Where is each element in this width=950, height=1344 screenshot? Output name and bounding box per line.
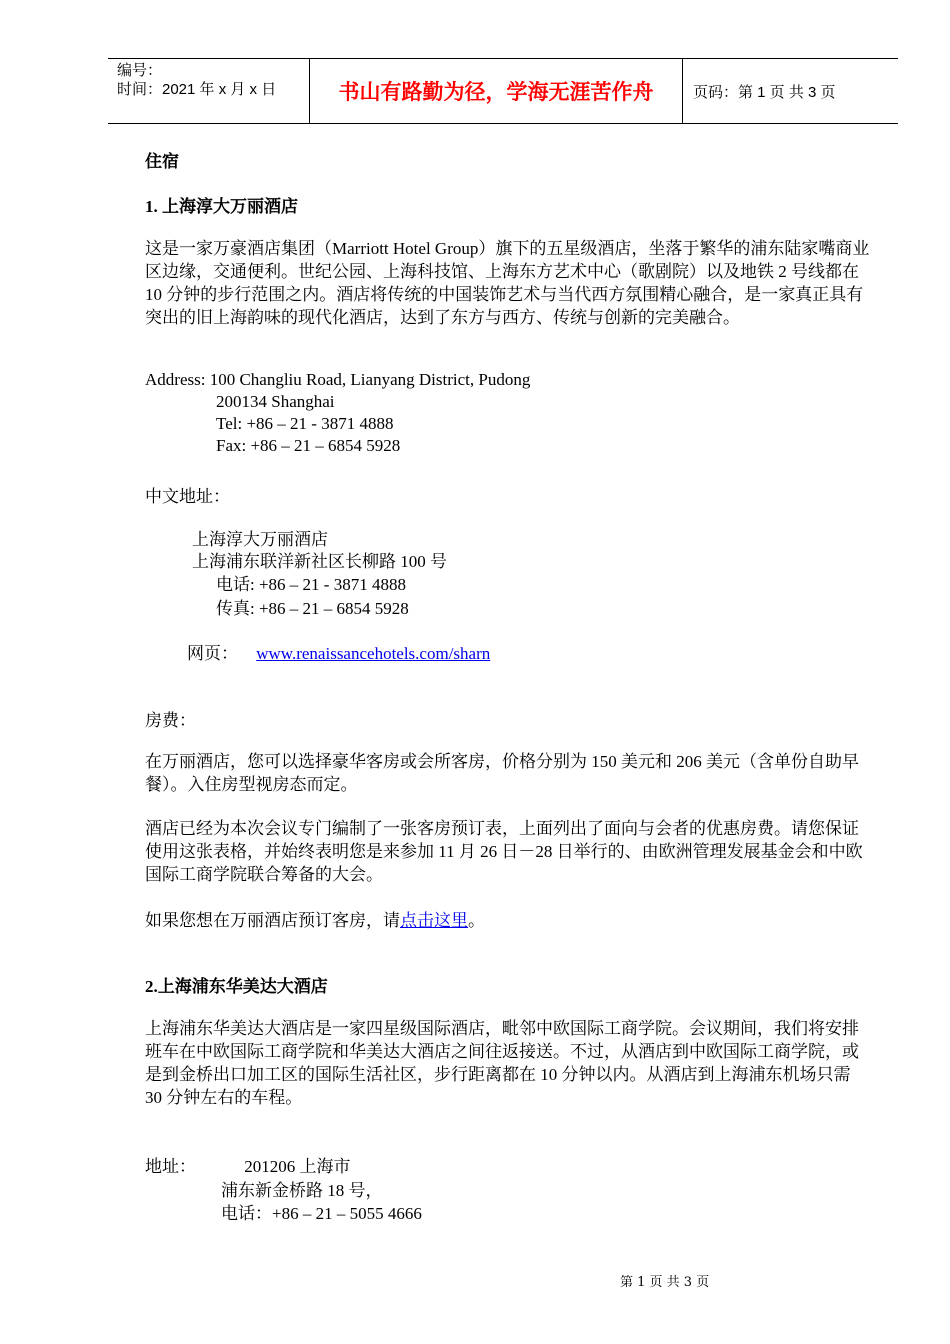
hotel1-heading: 1. 上海淳大万丽酒店 [145,197,298,216]
hotel2-intro: 上海浦东华美达大酒店是一家四星级国际酒店，毗邻中欧国际工商学院。会议期间，我们将安排班车在中欧国际工商学院和华美达大酒店之间往返接送。不过，从酒店到中欧国际工商学院，或是到金桥出口加工区的国际生活社区，步行距离都在 10 分钟以内。从酒店到上海浦东机场只需 30 分钟左右的车程。 [145,1019,859,1107]
hotel1-tel: Tel: +86 – 21 - 3871 4888 [216,414,394,433]
hotel2-address-line1 [145,1152,351,1177]
cn-hotel-name: 上海淳大万丽酒店 [192,530,328,549]
booking-text: 酒店已经为本次会议专门编制了一张客房预订表，上面列出了面向与会者的优惠房费。请您保证使用这张表格，并始终表明您是来参加 11 月 26 日－28 日举行的、由欧洲管理发展基金会和中欧国际工商学院联合筹备的大会。 [145,819,863,884]
hotel2-tel: 电话：+86 – 21 – 5055 4666 [221,1204,422,1223]
hotel2-address-line2: 浦东新金桥路 18 号， [221,1181,383,1200]
hotel2-address-label: 地址： [145,1157,196,1176]
address-label: Address: [145,370,206,389]
section-title: 住宿 [145,152,179,171]
time-label: 时间：2021 年 x 月 x 日 [117,81,277,98]
book-line [145,906,485,931]
book-prefix: 如果您想在万丽酒店预订客房，请 [145,911,400,930]
header-page-info: 页码：第 1 页 共 3 页 [693,83,836,101]
rates-label: 房费： [145,711,196,730]
header-motto: 书山有路勤为径，学海无涯苦作舟 [309,59,683,123]
cn-fax: 传真: +86 – 21 – 6854 5928 [216,599,409,618]
web-row [187,639,490,664]
address-street: 100 Changliu Road, Lianyang District, Pudong [209,370,531,389]
hotel1-fax: Fax: +86 – 21 – 6854 5928 [216,436,401,455]
book-suffix: 。 [468,911,485,930]
web-label: 网页： [187,644,238,663]
page-footer: 第 1 页 共 3 页 [620,1275,710,1290]
hotel1-address-line1 [145,370,530,390]
hotel1-intro: 这是一家万豪酒店集团（Marriott Hotel Group）旗下的五星级酒店，坐落于繁华的浦东陆家嘴商业区边缘，交通便利。世纪公园、上海科技馆、上海东方艺术中心（歌剧院）以及地铁 2 号线都在 10 分钟的步行范围之内。酒店将传统的中国装饰艺术与当代西方氛围精心融合，是一家真正具有突出的旧上海韵味的现代化酒店，达到了东方与西方、传统与创新的完美融合。 [145,239,870,327]
hotel2-city: 201206 上海市 [244,1157,351,1176]
rates-text: 在万丽酒店，您可以选择豪华客房或会所客房，价格分别为 150 美元和 206 美元（含单份自助早餐）。入住房型视房态而定。 [145,752,859,794]
cn-address-label: 中文地址： [145,487,230,506]
website-link[interactable]: www.renaissancehotels.com/sharn [256,644,491,663]
header-table [108,58,898,124]
click-here-link[interactable]: 点击这里 [400,911,468,930]
hotel1-address-line2: 200134 Shanghai [216,392,335,411]
cn-street: 上海浦东联洋新社区长柳路 100 号 [192,552,447,571]
hotel2-heading: 2.上海浦东华美达大酒店 [145,977,328,996]
cn-tel: 电话: +86 – 21 - 3871 4888 [216,575,406,594]
header-meta-cell [108,59,309,123]
serial-label: 编号： [117,62,163,79]
